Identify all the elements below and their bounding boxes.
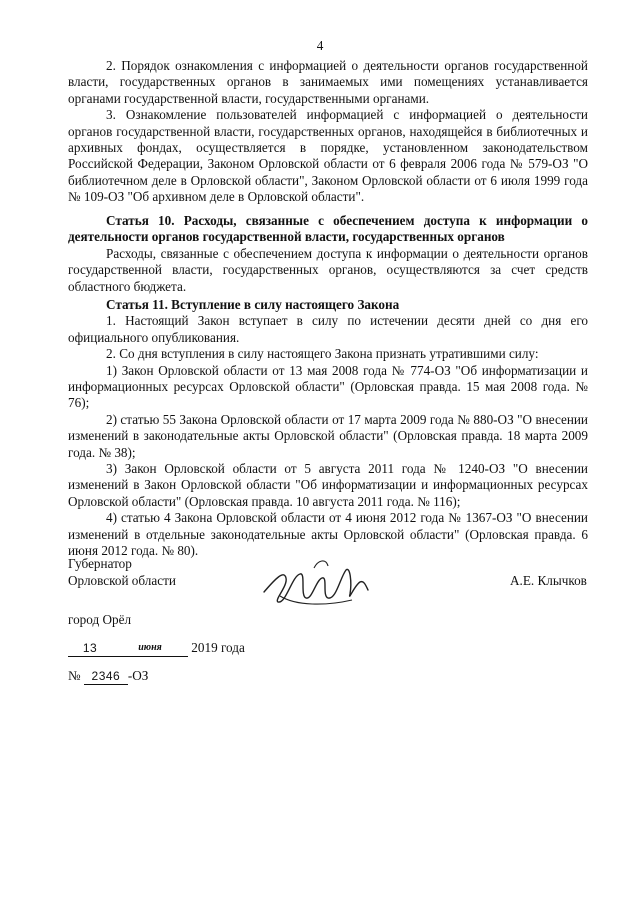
date-day: 13 [68,640,112,657]
law-number-prefix: № [68,668,81,683]
date-month: июня [112,640,188,657]
signatory-title-line-1: Губернатор [68,556,132,571]
law-number-line [68,668,148,685]
handwritten-signature [256,556,376,616]
article-11-paragraph-2: 2. Со дня вступления в силу настоящего Закона признать утратившими силу: [106,346,539,362]
article-11-item-2: 2) статью 55 Закона Орловской области от 17 марта 2009 года № 880-ОЗ "О внесении изменений в законодательные акты Орловской области" (Орловская правда. 18 марта 2009 года. № 38); [68,411,588,460]
article-11-item-3: 3) Закон Орловской области от 5 августа 2011 года № 1240-ОЗ "О внесении изменений в Закон Орловской области "Об информатизации и информационных ресурсах Орловской области" (Орловская правда. 10 августа 2011 года. № 116); [68,461,588,509]
date-line [68,640,245,657]
page-number: 4 [316,38,324,53]
section-9-continued [68,58,588,206]
article-11-item-1: 1) Закон Орловской области от 13 мая 2008 года № 774-ОЗ "Об информатизации и информационных ресурсах Орловской области" (Орловская правда. 15 мая 2008 года. № 76); [68,362,588,411]
signatory-name: А.Е. Клычков [510,573,587,588]
article-11-paragraph-1: 1. Настоящий Закон вступает в силу по истечении десяти дней со дня его официального опубликования. [68,313,588,345]
law-number-suffix: -ОЗ [127,668,149,683]
paragraph-3: 3. Ознакомление пользователей информацией с информацией о деятельности органов государственной власти, государственных органов, находящейся в библиотечных и архивных фондах, осуществляется в порядке, установленном законодательством Российской Федерации, Законом Орловской области от 6 февраля 2006 года № 579-ОЗ "О библиотечном деле в Орловской области", Законом Орловской области от 6 июля 1999 года № 109-ОЗ "Об архивном деле в Орловской области". [68,107,588,205]
date-year: 2019 года [191,640,245,655]
signatory-title-line-2: Орловской области [68,573,176,588]
article-11 [68,297,588,560]
article-10-title: Статья 10. Расходы, связанные с обеспечением доступа к информации о деятельности органов государственной власти, государственных органов [68,213,588,245]
law-number-value: 2346 [84,668,128,685]
paragraph-2: 2. Порядок ознакомления с информацией о деятельности органов государственной власти, государственных органов в занимаемых ими помещениях устанавливается органами государственной власти, государственными органами. [68,58,588,106]
article-11-title: Статья 11. Вступление в силу настоящего Закона [106,297,400,312]
article-10-text: Расходы, связанные с обеспечением доступа к информации о деятельности органов государственной власти, государственных органов, осуществляются за счет средств областного бюджета. [68,245,588,294]
article-11-item-4: 4) статью 4 Закона Орловской области от 4 июня 2012 года № 1367-ОЗ "О внесении изменений в отдельные законодательные акты Орловской области" (Орловская правда. 6 июня 2012 года. № 80). [68,510,588,559]
article-10 [68,213,588,295]
city: город Орёл [68,612,132,627]
